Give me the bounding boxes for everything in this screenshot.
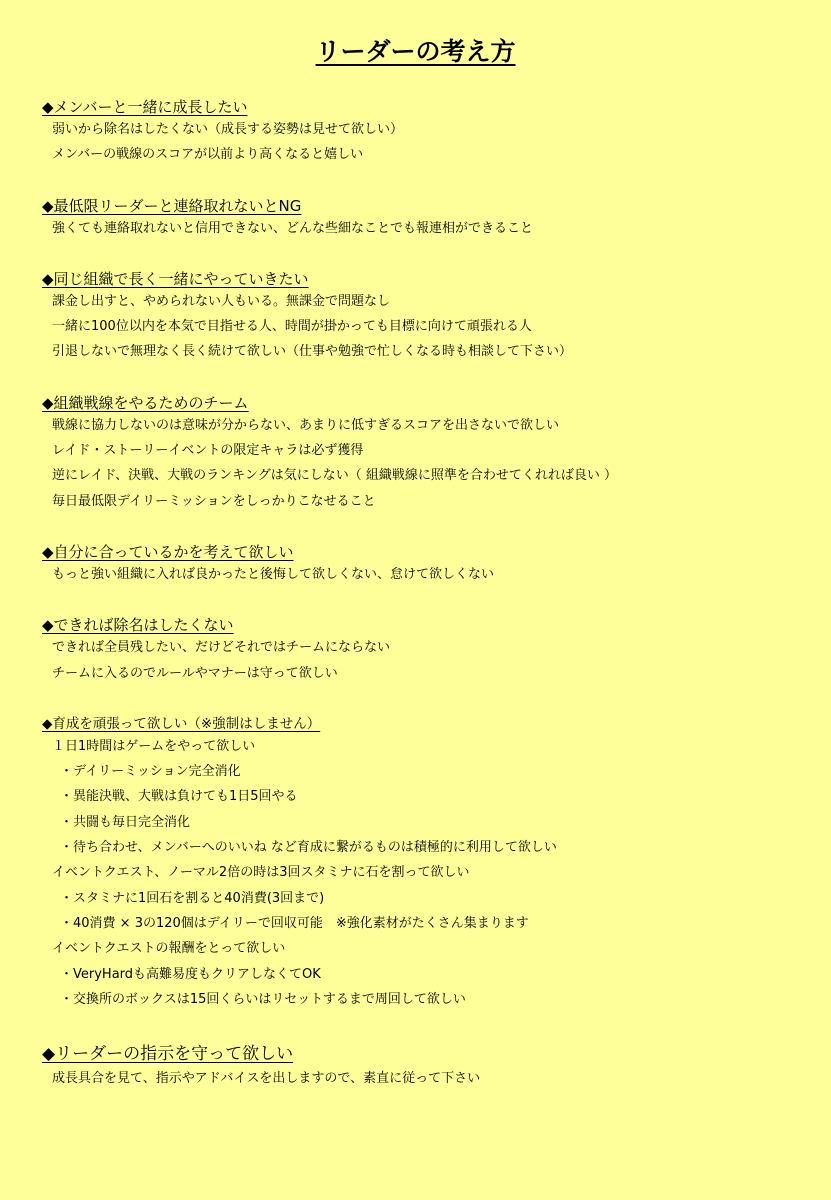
section-heading: ◆リーダーの指示を守って欲しい bbox=[42, 1044, 294, 1065]
section-training bbox=[42, 714, 802, 1012]
section-line: ・VeryHardも高難易度もクリアしなくてOK bbox=[60, 966, 321, 982]
section-line: イベントクエスト、ノーマル2倍の時は3回スタミナに石を割って欲しい bbox=[52, 865, 470, 881]
section-line: 強くても連絡取れないと信用できない、どんな些細なことでも報連相ができること bbox=[52, 220, 534, 236]
section-line: ・異能決戦、大戦は負けても1日5回やる bbox=[60, 789, 298, 805]
section-line: メンバーの戦線のスコアが以前より高くなると嬉しい bbox=[52, 147, 364, 163]
section-grow-together bbox=[42, 97, 802, 168]
section-line: ・交換所のボックスは15回くらいはリセットするまで周回して欲しい bbox=[60, 991, 466, 1007]
page-title: リーダーの考え方 bbox=[315, 37, 516, 66]
section-line: 逆にレイド、決戦、大戦のランキングは気にしない（ 組織戦線に照準を合わせてくれれば良い ） bbox=[52, 468, 618, 484]
section-line: チームに入るのでルールやマナーは守って欲しい bbox=[52, 665, 338, 681]
section-line: ・デイリーミッション完全消化 bbox=[60, 764, 241, 780]
section-line: 課金し出すと、やめられない人もいる。無課金で問題なし bbox=[52, 293, 391, 309]
section-line: 弱いから除名はしたくない（成長する姿勢は見せて欲しい） bbox=[52, 122, 404, 137]
section-heading: ◆メンバーと一緒に成長したい bbox=[42, 98, 248, 116]
section-line: 引退しないで無理なく長く続けて欲しい（仕事や勉強で忙しくなる時も相談して下さい） bbox=[52, 344, 573, 360]
section-line: 戦線に協力しないのは意味が分からない、あまりに低すぎるスコアを出さないで欲しい bbox=[52, 417, 560, 433]
section-line: イベントクエストの報酬をとって欲しい bbox=[52, 941, 286, 957]
section-line: できれば全員残したい、だけどそれではチームにならない bbox=[52, 640, 391, 656]
section-line: 一緒に100位以内を本気で目指せる人、時間が掛かっても目標に向けて頑張れる人 bbox=[52, 319, 532, 335]
section-contact-leader bbox=[42, 196, 802, 241]
section-line: もっと強い組織に入れば良かったと後悔して欲しくない、怠けて欲しくない bbox=[52, 566, 495, 582]
section-line: １日1時間はゲームをやって欲しい bbox=[52, 738, 256, 754]
section-heading: ◆最低限リーダーと連絡取れないとNG bbox=[42, 196, 302, 215]
section-heading: ◆同じ組織で長く一緒にやっていきたい bbox=[42, 269, 309, 288]
section-heading: ◆自分に合っているかを考えて欲しい bbox=[42, 542, 294, 561]
section-line: ・40消費 × 3の120個はデイリーで回収可能 ※強化素材がたくさん集まります bbox=[60, 915, 529, 931]
section-line: 毎日最低限デイリーミッションをしっかりこなせること bbox=[52, 493, 376, 509]
section-heading: ◆組織戦線をやるためのチーム bbox=[42, 393, 249, 412]
section-line: 成長具合を見て、指示やアドバイスを出しますので、素直に従って下さい bbox=[52, 1071, 481, 1087]
section-self-fit bbox=[42, 542, 802, 587]
section-long-term bbox=[42, 269, 802, 365]
section-line: レイド・ストーリーイベントの限定キャラは必ず獲得 bbox=[52, 443, 364, 459]
section-line: ・スタミナに1回石を割ると40消費(3回まで) bbox=[60, 890, 325, 906]
section-no-removal bbox=[42, 615, 802, 686]
section-line: ・待ち合わせ、メンバーへのいいね など育成に繋がるものは積極的に利用して欲しい bbox=[60, 840, 557, 856]
section-line: ・共闘も毎日完全消化 bbox=[60, 814, 191, 830]
section-follow-leader bbox=[42, 1042, 802, 1091]
section-org-frontline bbox=[42, 393, 802, 514]
section-heading: ◆育成を頑張って欲しい（※強制はしません） bbox=[42, 715, 321, 732]
section-heading: ◆できれば除名はしたくない bbox=[42, 616, 234, 635]
document-body bbox=[42, 97, 802, 1091]
